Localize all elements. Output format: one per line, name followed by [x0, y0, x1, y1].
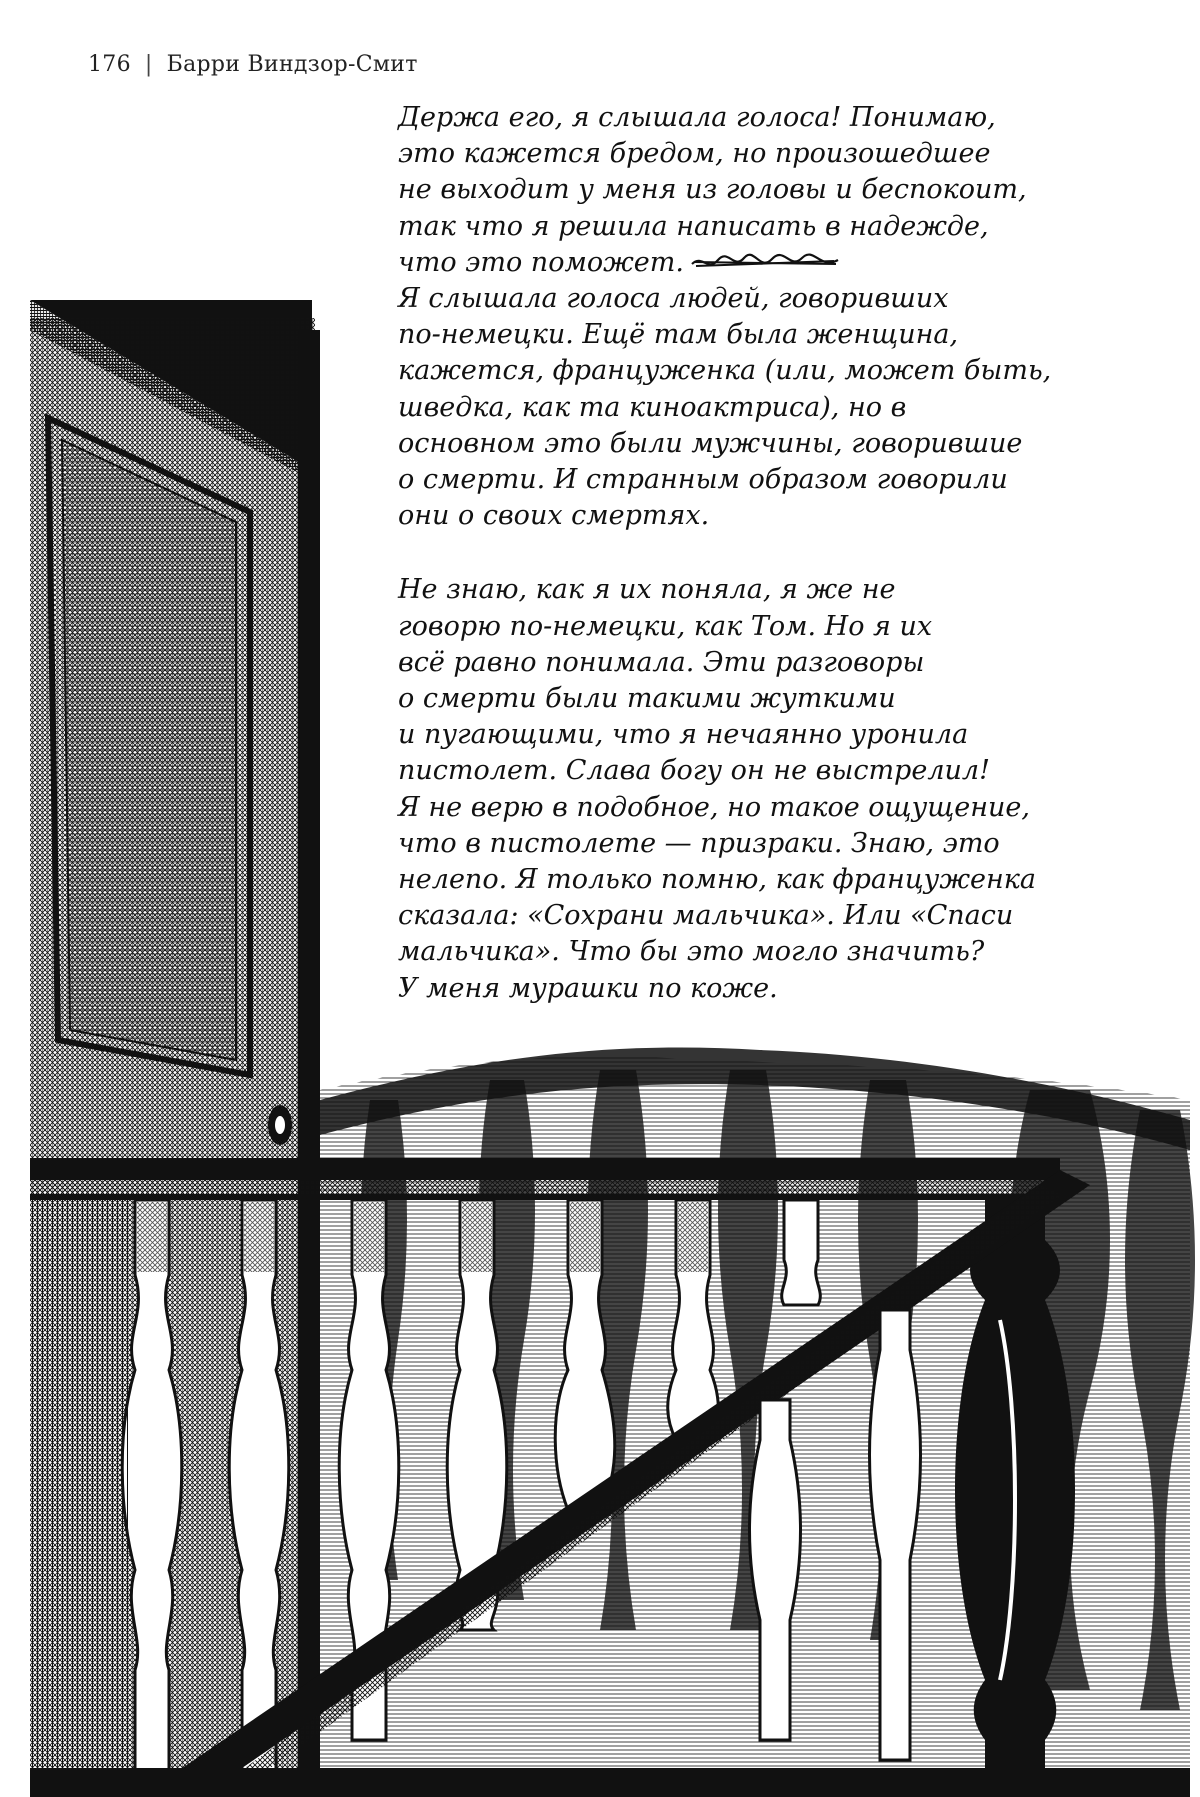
letter-line: всё равно понимала. Эти разговоры: [398, 646, 925, 678]
letter-line: они о своих смертях.: [398, 500, 710, 532]
crossed-out-scribble: [690, 252, 840, 274]
letter-line: У меня мурашки по коже.: [398, 972, 778, 1004]
letter-line: по-немецки. Ещё там была женщина,: [398, 319, 959, 351]
paragraph-gap: [398, 534, 1188, 572]
letter-line: шведка, как та киноактриса), но в: [398, 391, 907, 423]
header-separator: |: [144, 52, 153, 77]
letter-line: Я не верю в подобное, но такое ощущение,: [398, 791, 1030, 823]
letter-line: что в пистолете — призраки. Знаю, это: [398, 827, 1000, 859]
letter-line: Я слышала голоса людей, говоривших: [398, 283, 949, 315]
letter-line: это кажется бредом, но произошедшее: [398, 138, 991, 170]
letter-line: мальчика». Что бы это могло значить?: [398, 936, 985, 968]
letter-line: и пугающими, что я нечаянно уронила: [398, 719, 969, 751]
letter-line: [398, 245, 1188, 281]
letter-line: о смерти. И странным образом говорили: [398, 464, 1008, 496]
letter-line: кажется, француженка (или, может быть,: [398, 355, 1052, 387]
author-name: Барри Виндзор-Смит: [166, 52, 418, 77]
handwritten-letter: [398, 100, 1188, 1007]
letter-line: пистолет. Слава богу он не выстрелил!: [398, 755, 990, 787]
letter-line: Держа его, я слышала голоса! Понимаю,: [398, 102, 996, 133]
letter-line: так что я решила написать в надежде,: [398, 210, 989, 242]
letter-line: о смерти были такими жуткими: [398, 683, 896, 715]
letter-line-text: что это поможет.: [398, 246, 684, 278]
letter-line: основном это были мужчины, говорившие: [398, 427, 1023, 459]
letter-line: нелепо. Я только помню, как француженка: [398, 864, 1036, 896]
letter-line: Не знаю, как я их поняла, я же не: [398, 574, 896, 606]
letter-line: не выходит у меня из головы и беспокоит,: [398, 174, 1027, 206]
letter-line: говорю по-немецки, как Том. Но я их: [398, 610, 933, 642]
letter-line: сказала: «Сохрани мальчика». Или «Спаси: [398, 900, 1014, 932]
page-number: 176: [88, 52, 131, 77]
